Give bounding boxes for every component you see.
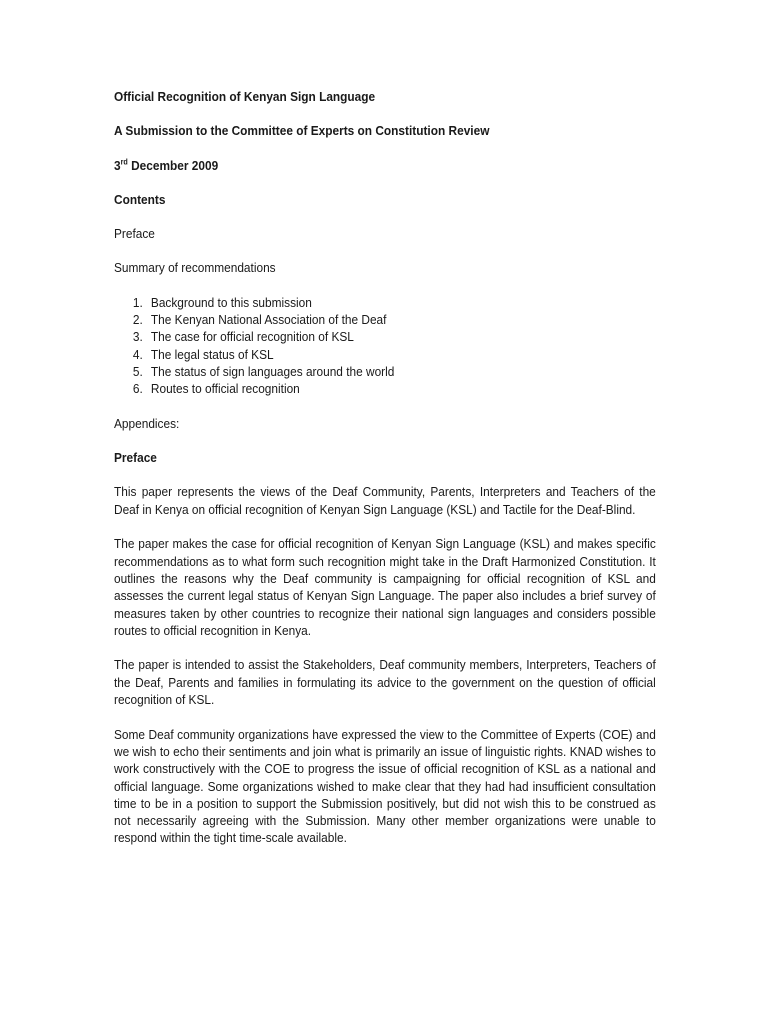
toc-item: [114, 328, 656, 345]
toc-item-label: Routes to official recognition: [150, 381, 300, 397]
toc-item-number: 3.: [132, 329, 143, 345]
document-page: [114, 88, 656, 860]
toc-item-number: 5.: [132, 363, 143, 379]
toc-item-label: The legal status of KSL: [150, 346, 274, 362]
toc-item-label: The Kenyan National Association of the Deaf: [150, 312, 387, 328]
preface-heading: Preface: [114, 449, 157, 465]
document-title: Official Recognition of Kenyan Sign Language: [114, 89, 376, 104]
document-date: [114, 157, 656, 174]
contents-heading: Contents: [114, 191, 166, 207]
toc-item: [114, 294, 656, 311]
toc-item-number: 6.: [132, 381, 143, 397]
toc-item-number: 4.: [132, 346, 143, 362]
body-paragraph: This paper represents the views of the Deaf Community, Parents, Interpreters and Teachers of the Deaf in Kenya on official recognition of Kenyan Sign Language (KSL) and Tactile for the Deaf-Blind.: [114, 484, 656, 517]
toc-item: [114, 311, 656, 328]
toc-summary-entry: Summary of recommendations: [114, 260, 276, 276]
toc-item-label: Background to this submission: [150, 294, 312, 310]
toc-item: [114, 380, 656, 397]
toc-item-number: 1.: [132, 294, 143, 310]
toc-preface-entry: Preface: [114, 226, 155, 242]
toc-item: [114, 346, 656, 363]
toc-item-number: 2.: [132, 312, 143, 328]
body-paragraph: Some Deaf community organizations have expressed the view to the Committee of Experts (COE) and we wish to echo their sentiments and join what is primarily an issue of linguistic rights. KNAD wishes to work constructively with the COE to progress the issue of official recognition of KSL as a national and official language. Some organizations wished to make clear that they had had insufficient consultation time to be in a position to support the Submission positively, but did not wish this to be construed as not necessarily agreeing with the Submission. Many other member organizations were unable to respond within the tight time-scale available.: [114, 726, 656, 846]
toc-appendices-entry: Appendices:: [114, 415, 180, 431]
date-rest: December 2009: [127, 157, 219, 173]
date-suffix: rd: [120, 157, 128, 167]
date-day: 3: [114, 157, 121, 173]
document-subtitle: A Submission to the Committee of Experts on Constitution Review: [114, 123, 490, 139]
table-of-contents: [114, 294, 656, 398]
body-paragraph: The paper is intended to assist the Stakeholders, Deaf community members, Interpreters, Teachers of the Deaf, Parents and families in formulating its advice to the government on the question of official recognition of KSL.: [114, 657, 656, 708]
toc-item: [114, 363, 656, 380]
body-paragraph: The paper makes the case for official recognition of Kenyan Sign Language (KSL) and makes specific recommendations as to what form such recognition might take in the Draft Harmonized Constitution. It outlines the reasons why the Deaf community is campaigning for official recognition of KSL and assesses the current legal status of Kenyan Sign Language. The paper also includes a brief survey of measures taken by other countries to recognize their national sign languages and considers possible routes to official recognition in Kenya.: [114, 536, 656, 638]
toc-item-label: The case for official recognition of KSL: [150, 329, 354, 345]
toc-item-label: The status of sign languages around the world: [150, 363, 395, 379]
